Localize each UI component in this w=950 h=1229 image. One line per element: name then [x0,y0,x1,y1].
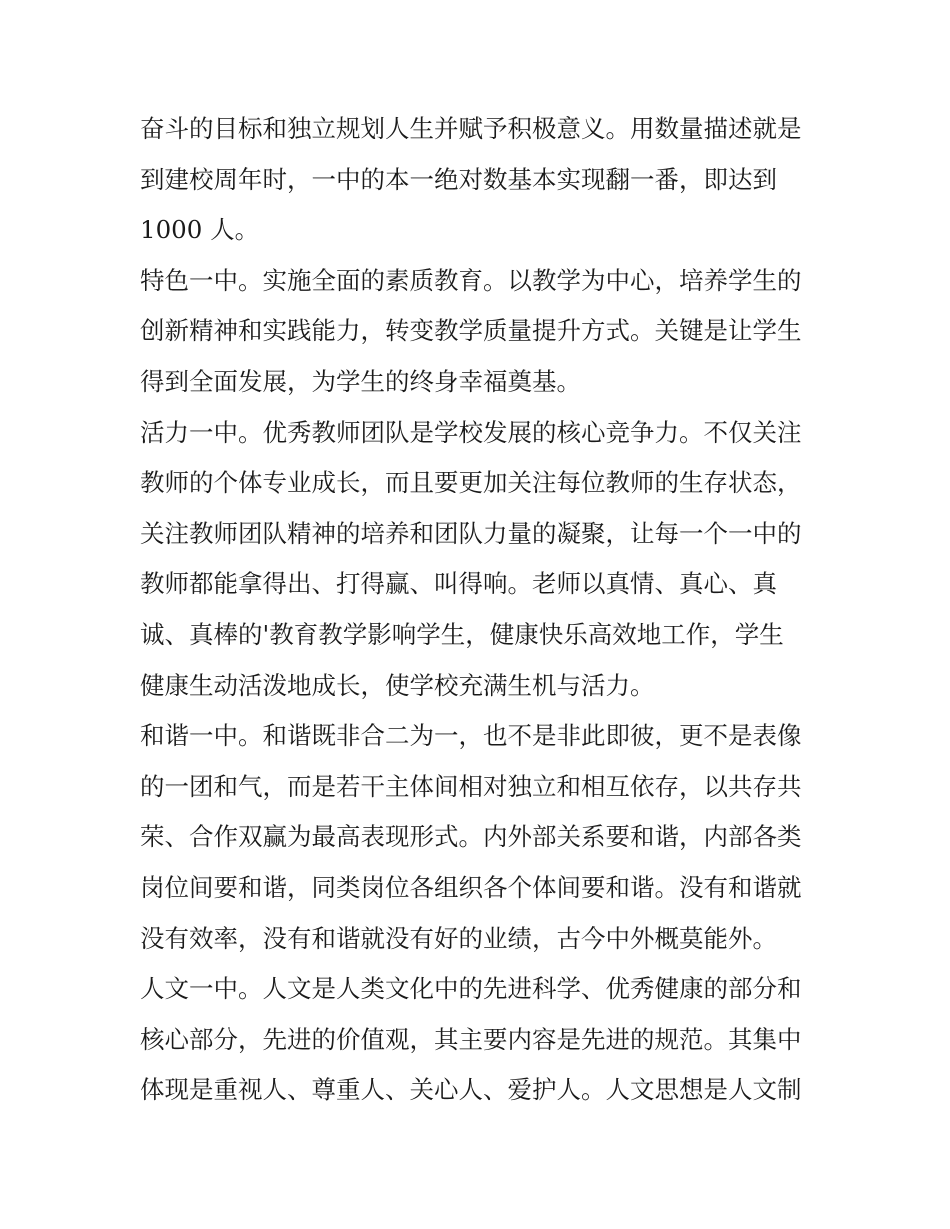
text-line: 1000 人。 [140,215,260,245]
text-line: 核心部分，先进的价值观，其主要内容是先进的规范。其集中 [140,1024,802,1054]
document-body [140,104,840,1116]
text-line: 没有效率，没有和谐就没有好的业绩，古今中外概莫能外。 [140,923,777,953]
text-line: 的一团和气，而是若干主体间相对独立和相互依存，以共存共 [140,771,802,801]
text-line: 体现是重视人、尊重人、关心人、爱护人。人文思想是人文制 [140,1075,802,1105]
text-line: 特色一中。实施全面的素质教育。以教学为中心，培养学生的 [140,265,802,295]
text-line: 健康生动活泼地成长，使学校充满生机与活力。 [140,670,655,700]
text-line: 和谐一中。和谐既非合二为一，也不是非此即彼，更不是表像 [140,721,802,751]
text-line: 创新精神和实践能力，转变教学质量提升方式。关键是让学生 [140,316,802,346]
text-line: 人文一中。人文是人类文化中的先进科学、优秀健康的部分和 [140,974,802,1004]
text-line: 到建校周年时，一中的本一绝对数基本实现翻一番，即达到 [140,164,777,194]
text-line: 教师的个体专业成长，而且要更加关注每位教师的生存状态， [140,468,802,498]
text-line: 诚、真棒的'教育教学影响学生，健康快乐高效地工作，学生 [140,619,784,649]
text-line: 荣、合作双赢为最高表现形式。内外部关系要和谐，内部各类 [140,822,802,852]
text-line: 得到全面发展，为学生的终身幸福奠基。 [140,366,581,396]
text-line: 活力一中。优秀教师团队是学校发展的核心竞争力。不仅关注 [140,417,802,447]
text-line: 奋斗的目标和独立规划人生并赋予积极意义。用数量描述就是 [140,114,802,143]
text-line: 关注教师团队精神的培养和团队力量的凝聚，让每一个一中的 [140,518,802,548]
text-line: 岗位间要和谐，同类岗位各组织各个体间要和谐。没有和谐就 [140,872,802,902]
text-line: 教师都能拿得出、打得赢、叫得响。老师以真情、真心、真 [140,569,777,599]
